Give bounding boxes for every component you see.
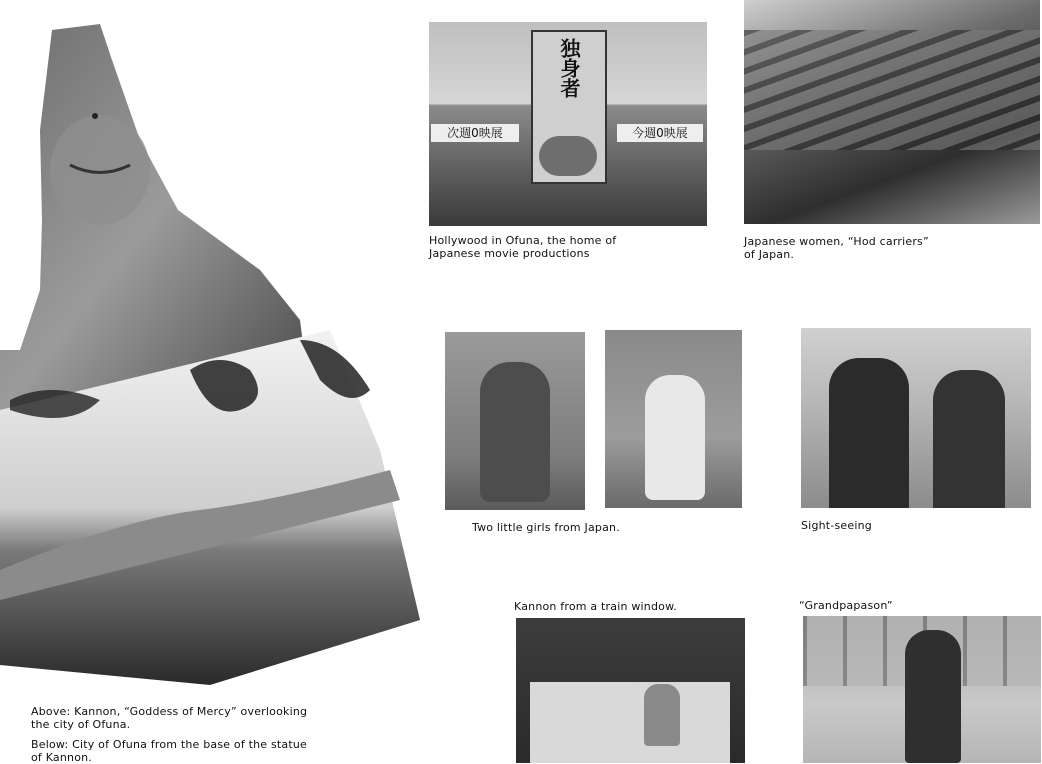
ofuna-city-photo <box>0 330 420 695</box>
right-banner-sign: 今週0映展 <box>617 124 703 142</box>
hod-carriers-photo <box>744 0 1040 224</box>
girls-caption: Two little girls from Japan. <box>472 521 620 534</box>
movie-caption: Hollywood in Ofuna, the home of Japanese movie productions <box>429 234 617 260</box>
poster-faces <box>539 136 597 176</box>
below-caption: Below: City of Ofuna from the base of the statue of Kannon. <box>31 738 308 764</box>
grandpapason-photo <box>803 616 1041 763</box>
old-man-figure <box>905 630 961 763</box>
movie-poster <box>531 30 607 184</box>
little-girl-sitting-photo <box>445 332 585 510</box>
distant-statue <box>644 684 680 746</box>
window-view <box>530 682 730 763</box>
scaffold-beams <box>744 30 1040 150</box>
woman-figure <box>933 370 1005 508</box>
movie-theater-photo <box>429 22 707 226</box>
hod-caption: Japanese women, “Hod carriers” of Japan. <box>744 235 929 261</box>
girl-figure <box>645 375 705 500</box>
train-caption: Kannon from a train window. <box>514 600 677 613</box>
left-banner-sign: 次週0映展 <box>431 124 519 142</box>
sight-caption: Sight-seeing <box>801 519 872 532</box>
movie-title-sign: 独身者 <box>557 38 581 98</box>
above-caption: Above: Kannon, “Goddess of Mercy” overlooking the city of Ofuna. <box>31 705 308 731</box>
train-window-photo <box>516 618 745 763</box>
grandpa-caption: “Grandpapason” <box>799 599 893 612</box>
sight-seeing-photo <box>801 328 1031 508</box>
girl-figure <box>480 362 550 502</box>
little-girl-standing-photo <box>605 330 742 508</box>
man-figure <box>829 358 909 508</box>
